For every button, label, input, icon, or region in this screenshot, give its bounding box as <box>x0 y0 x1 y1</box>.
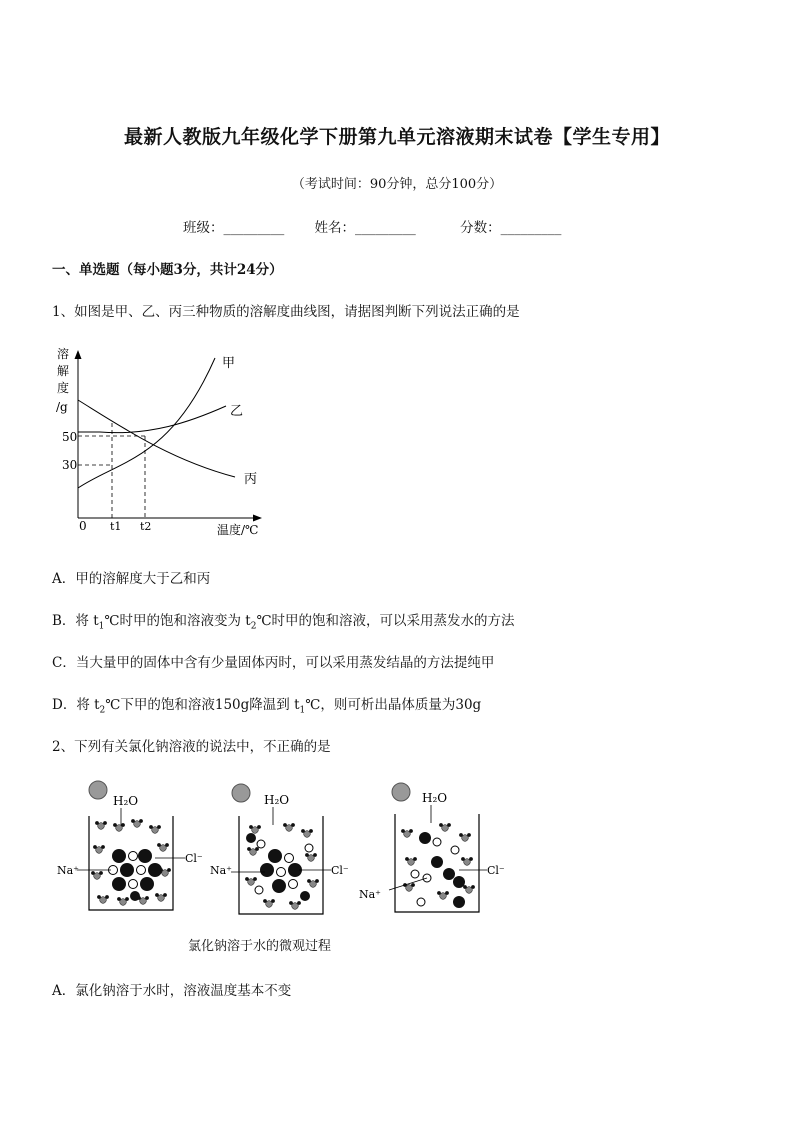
exam-subtitle: （考试时间：90分钟，总分100分） <box>291 177 503 192</box>
y-tick-30: 30 <box>62 458 78 472</box>
legend-water-ball <box>392 783 410 801</box>
y-label-char-2: 解 <box>57 364 70 378</box>
x-tick-t2: t2 <box>140 520 152 533</box>
y-label-char-4: /g <box>56 400 68 414</box>
figure-caption: 氯化钠溶于水的微观过程 <box>188 939 332 954</box>
x-axis-arrow <box>253 515 262 522</box>
y-label-char-1: 溶 <box>57 347 70 361</box>
legend-water-ball <box>232 784 250 802</box>
na-label-3: Na⁺ <box>359 888 381 901</box>
water-label: H₂O <box>422 791 448 805</box>
q1-option-c: C．当大量甲的固体中含有少量固体丙时，可以采用蒸发结晶的方法提纯甲 <box>52 655 495 671</box>
curve-yi <box>78 406 226 433</box>
solubility-curve-chart <box>50 340 280 545</box>
nacl-dissolution-figure <box>55 778 515 928</box>
section-heading: 一、单选题（每小题3分，共计24分） <box>52 262 283 278</box>
na-label-1: Na⁺ <box>57 864 79 877</box>
student-info-line <box>183 216 561 236</box>
curve-label-bing: 丙 <box>244 472 258 487</box>
score-field: 分数：_________ <box>460 220 562 236</box>
x-tick-t1: t1 <box>110 520 122 533</box>
x-tick-0: 0 <box>79 519 87 533</box>
question-1-stem: 1、如图是甲、乙、丙三种物质的溶解度曲线图，请据图判断下列说法正确的是 <box>52 304 520 320</box>
q1-option-b: B．将 $t_1℃$时甲的饱和溶液变为 $t_2℃$时甲的饱和溶液，可以采用蒸发水的方法 <box>52 613 515 632</box>
curve-label-jia: 甲 <box>222 356 236 371</box>
class-field: 班级：_________ <box>183 220 285 236</box>
q1-option-d: D．将 $t_2℃$下甲的饱和溶液150g降温到 $t_1℃$，则可析出晶体质量为30g <box>52 697 482 716</box>
legend-water-ball <box>89 781 107 799</box>
x-axis-label: 温度/℃ <box>217 523 259 537</box>
y-label-char-3: 度 <box>57 381 70 395</box>
water-label: H₂O <box>264 793 290 807</box>
water-label: H₂O <box>113 794 139 808</box>
curve-label-yi: 乙 <box>230 404 244 419</box>
beaker-1 <box>57 781 203 910</box>
q1-option-a: A．甲的溶解度大于乙和丙 <box>52 571 211 587</box>
y-tick-50: 50 <box>62 430 78 444</box>
beaker-3 <box>359 783 505 912</box>
exam-title: 最新人教版九年级化学下册第九单元溶液期末试卷【学生专用】 <box>123 126 670 148</box>
curve-bing <box>78 400 235 477</box>
cl-label-2: Cl⁻ <box>331 864 349 877</box>
y-axis-arrow <box>75 350 82 359</box>
cl-label-3: Cl⁻ <box>487 864 505 877</box>
cl-label-1: Cl⁻ <box>185 852 203 865</box>
beaker-2 <box>210 784 349 914</box>
name-field: 姓名：_________ <box>314 220 416 236</box>
na-label-2: Na⁺ <box>210 864 232 877</box>
q2-option-a: A．氯化钠溶于水时，溶液温度基本不变 <box>52 983 292 999</box>
question-2-stem: 2、下列有关氯化钠溶液的说法中，不正确的是 <box>52 739 331 755</box>
curve-jia <box>78 358 215 488</box>
